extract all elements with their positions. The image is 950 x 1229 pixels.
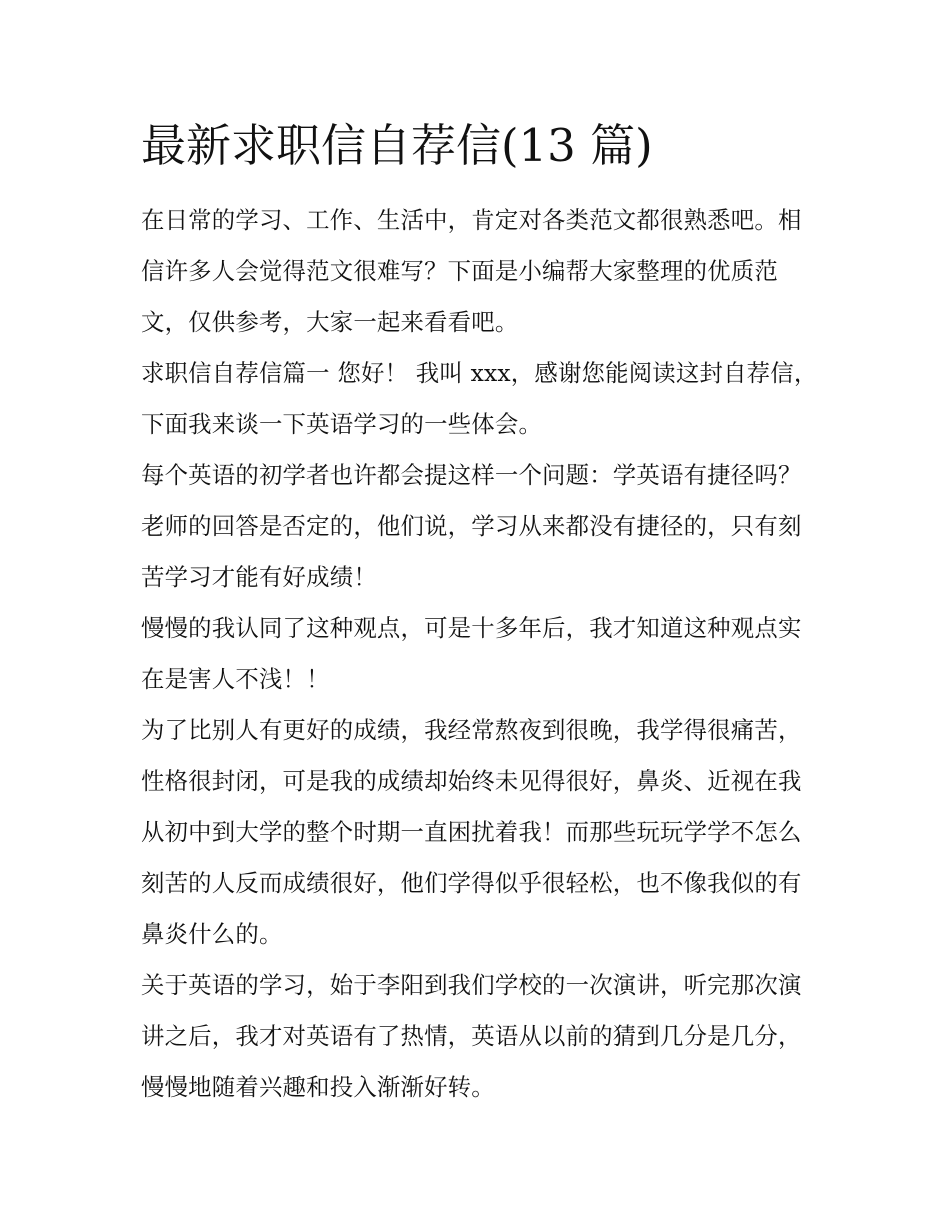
paragraph-turning-point: 关于英语的学习，始于李阳到我们学校的一次演讲，听完那次演讲之后，我才对英语有了热情，英语从以前的猜到几分是几分，慢慢地随着兴趣和投入渐渐好转。 — [141, 971, 802, 1101]
document-page — [141, 114, 821, 1113]
paragraph-greeting: 求职信自荐信篇一 您好！ 我叫 xxx，感谢您能阅读这封自荐信，下面我来谈一下英语学习的一些体会。 — [141, 359, 818, 438]
paragraph-realization: 慢慢的我认同了这种观点，可是十多年后，我才知道这种观点实在是害人不浅！！ — [141, 614, 802, 693]
paragraph-struggle: 为了比别人有更好的成绩，我经常熬夜到很晚，我学得很痛苦，性格很封闭，可是我的成绩却始终未见得很好，鼻炎、近视在我从初中到大学的整个时期一直困扰着我！而那些玩玩学学不怎么刻苦的人反而成绩很好，他们学得似乎很轻松，也不像我似的有鼻炎什么的。 — [141, 716, 802, 948]
paragraph-question: 每个英语的初学者也许都会提这样一个问题：学英语有捷径吗？老师的回答是否定的，他们说，学习从来都没有捷径的，只有刻苦学习才能有好成绩！ — [141, 461, 802, 591]
document-title: 最新求职信自荐信(13 篇) — [141, 119, 653, 172]
paragraph-intro: 在日常的学习、工作、生活中，肯定对各类范文都很熟悉吧。相信许多人会觉得范文很难写？下面是小编帮大家整理的优质范文，仅供参考，大家一起来看看吧。 — [141, 206, 802, 336]
